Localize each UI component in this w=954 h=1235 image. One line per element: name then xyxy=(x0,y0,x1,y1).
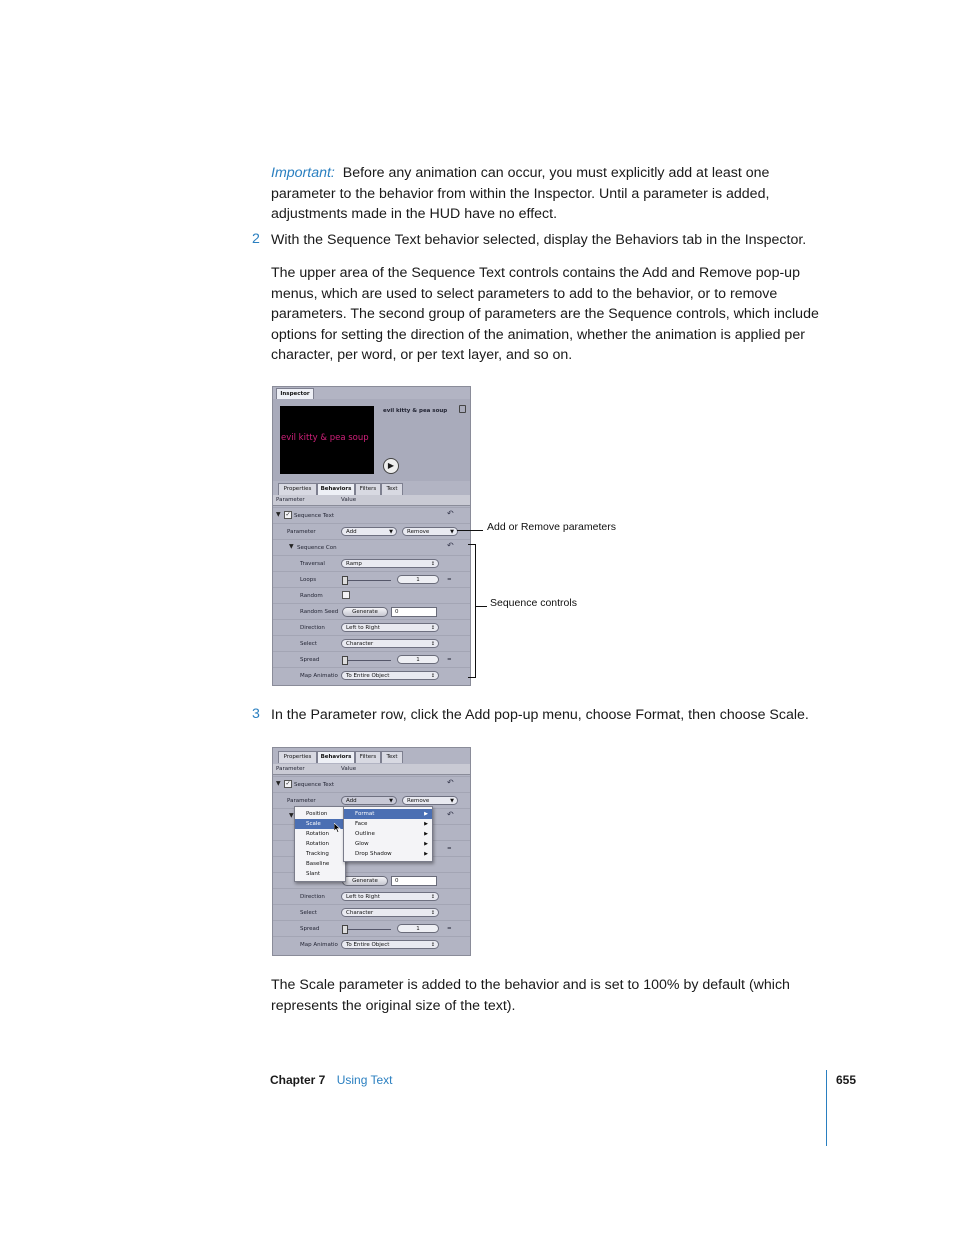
direction-label: Direction xyxy=(300,894,325,900)
submenu-arrow-icon: ▶ xyxy=(424,851,428,857)
footer-rule xyxy=(826,1070,827,1146)
spread-value: 1 xyxy=(416,657,420,663)
bracket-tick xyxy=(475,606,487,607)
column-parameter: Parameter xyxy=(276,497,305,503)
preview-text: evil kitty & pea soup xyxy=(281,433,369,443)
callout-sequence-controls: Sequence controls xyxy=(490,597,577,609)
chevron-down-icon: ▼ xyxy=(389,529,393,535)
spread-label: Spread xyxy=(300,926,320,932)
important-paragraph xyxy=(271,163,831,225)
remove-label: Remove xyxy=(407,798,430,804)
select-value: Character xyxy=(346,910,374,916)
menu-item-scale[interactable]: Scale xyxy=(295,819,345,829)
loops-label: Loops xyxy=(300,577,317,583)
description-line: character, per word, or per text layer, and so on. xyxy=(271,347,573,363)
add-menu xyxy=(343,806,433,862)
add-popup[interactable] xyxy=(341,527,397,536)
row-select xyxy=(273,635,470,652)
select-popup[interactable] xyxy=(341,908,439,917)
important-line-1: Before any animation can occur, you must explicitly add at least one xyxy=(342,165,770,181)
updown-icon: ↕ xyxy=(430,641,435,647)
row-map-animation xyxy=(273,667,470,684)
direction-value: Left to Right xyxy=(346,625,380,631)
preview-area xyxy=(273,399,470,481)
random-label: Random xyxy=(300,593,323,599)
tab-inspector[interactable]: Inspector xyxy=(276,388,314,400)
tab-behaviors[interactable]: Behaviors xyxy=(317,483,355,495)
link-icon: = xyxy=(447,657,452,663)
menu-item-drop-shadow[interactable] xyxy=(344,849,432,859)
parameter-label: Parameter xyxy=(287,798,316,804)
preview-thumbnail xyxy=(280,406,374,474)
disclosure-triangle-icon[interactable]: ▼ xyxy=(276,511,281,518)
menu-item-format[interactable] xyxy=(344,809,432,819)
result-line: The Scale parameter is added to the behavior and is set to 100% by default (which xyxy=(271,977,790,993)
callout-line-add-remove xyxy=(457,530,483,531)
menu-item-position[interactable]: Position xyxy=(306,811,328,817)
format-label: Format xyxy=(355,811,375,817)
row-select xyxy=(273,904,470,921)
map-animation-value: To Entire Object xyxy=(346,673,390,679)
face-label: Face xyxy=(355,821,368,827)
direction-label: Direction xyxy=(300,625,325,631)
map-animation-popup[interactable] xyxy=(341,671,439,680)
select-label: Select xyxy=(300,910,317,916)
tab-text[interactable]: Text xyxy=(381,751,403,763)
play-icon: ▶ xyxy=(387,461,395,470)
row-direction xyxy=(273,888,470,905)
traversal-value: Ramp xyxy=(346,561,362,567)
row-random-seed xyxy=(273,603,470,620)
link-icon: = xyxy=(447,926,452,932)
result-paragraph xyxy=(271,975,841,1016)
row-spread xyxy=(273,651,470,668)
disclosure-triangle-icon[interactable]: ▼ xyxy=(289,812,294,819)
select-popup[interactable] xyxy=(341,639,439,648)
important-line-3: adjustments made in the HUD have no effect. xyxy=(271,206,558,222)
step-2-number: 2 xyxy=(252,231,260,247)
traversal-label: Traversal xyxy=(300,561,325,567)
seed-field[interactable]: 0 xyxy=(391,607,437,617)
tab-properties[interactable]: Properties xyxy=(278,751,317,763)
spread-label: Spread xyxy=(300,657,320,663)
column-header xyxy=(273,764,470,775)
reset-icon[interactable]: ↶ xyxy=(447,541,454,550)
column-value: Value xyxy=(341,497,357,503)
step-3-text: In the Parameter row, click the Add pop-up menu, choose Format, then choose Scale. xyxy=(271,707,809,723)
parameter-label: Parameter xyxy=(287,529,316,535)
submenu-arrow-icon: ▶ xyxy=(424,841,428,847)
spread-slider[interactable] xyxy=(343,660,391,661)
remove-popup[interactable] xyxy=(402,527,458,536)
description-line: The upper area of the Sequence Text controls contains the Add and Remove pop-up xyxy=(271,265,800,281)
reset-icon[interactable]: ↶ xyxy=(447,778,454,787)
inspector-screenshot-1 xyxy=(272,386,471,686)
description-line: menus, which are used to select parameters to add to the behavior, or to remove xyxy=(271,285,778,302)
direction-popup[interactable] xyxy=(341,892,439,901)
select-value: Character xyxy=(346,641,374,647)
traversal-popup[interactable] xyxy=(341,559,439,568)
column-value: Value xyxy=(341,766,357,772)
preview-title: evil kitty & pea soup xyxy=(383,408,448,414)
parameter-submenu xyxy=(294,806,346,882)
loops-value: 1 xyxy=(416,577,420,583)
submenu-arrow-icon: ▶ xyxy=(424,821,428,827)
loops-stepper[interactable] xyxy=(397,575,439,584)
tab-text[interactable]: Text xyxy=(381,483,403,495)
spread-value: 1 xyxy=(416,926,420,932)
loops-slider[interactable] xyxy=(343,580,391,581)
description-line: options for setting the direction of the animation, whether the animation is applied per xyxy=(271,326,805,343)
random-seed-label: Random Seed xyxy=(300,609,339,615)
play-button[interactable] xyxy=(383,458,399,474)
select-label: Select xyxy=(300,641,317,647)
chapter-title[interactable]: Using Text xyxy=(336,1073,393,1087)
link-icon: = xyxy=(447,846,452,852)
map-animation-label: Map Animatio xyxy=(300,942,338,948)
outline-label: Outline xyxy=(355,831,375,837)
chevron-down-icon: ▼ xyxy=(389,798,393,804)
menu-item-rotation-2[interactable]: Rotation xyxy=(306,841,330,847)
updown-icon: ↕ xyxy=(430,942,435,948)
mouse-pointer-icon xyxy=(334,823,341,833)
lock-icon[interactable] xyxy=(459,405,466,413)
sequence-control-label: Sequence Con xyxy=(297,545,337,551)
row-parameter xyxy=(273,523,470,540)
tab-filters[interactable]: Filters xyxy=(355,751,381,763)
chapter-number: Chapter 7 xyxy=(270,1073,326,1087)
generate-button[interactable]: Generate xyxy=(342,876,388,886)
tab-filters[interactable]: Filters xyxy=(355,483,381,495)
column-parameter: Parameter xyxy=(276,766,305,772)
chevron-down-icon: ▼ xyxy=(450,529,454,535)
column-header xyxy=(273,495,470,506)
sequence-text-label: Sequence Text xyxy=(294,513,335,519)
menu-item-face[interactable] xyxy=(344,819,432,829)
spread-stepper[interactable] xyxy=(397,924,439,933)
updown-icon: ↕ xyxy=(430,673,435,679)
slider-thumb[interactable] xyxy=(342,576,348,585)
add-label: Add xyxy=(346,798,357,804)
important-line-2: parameter to the behavior from within the Inspector. Until a parameter is added, xyxy=(271,185,770,202)
enable-checkbox[interactable]: ✓ xyxy=(285,780,291,787)
map-animation-value: To Entire Object xyxy=(346,942,390,948)
seed-field[interactable]: 0 xyxy=(391,876,437,886)
add-popup[interactable] xyxy=(341,796,397,805)
generate-button[interactable]: Generate xyxy=(342,607,388,617)
step-3-number: 3 xyxy=(252,706,260,722)
tab-behaviors[interactable]: Behaviors xyxy=(317,751,355,763)
add-label: Add xyxy=(346,529,357,535)
slider-thumb[interactable] xyxy=(342,656,348,665)
link-icon: = xyxy=(447,577,452,583)
footer-chapter xyxy=(270,1073,393,1087)
submenu-arrow-icon: ▶ xyxy=(424,831,428,837)
menu-item-outline[interactable] xyxy=(344,829,432,839)
updown-icon: ↕ xyxy=(430,625,435,631)
spread-stepper[interactable] xyxy=(397,655,439,664)
map-animation-popup[interactable] xyxy=(341,940,439,949)
disclosure-triangle-icon[interactable]: ▼ xyxy=(276,780,281,787)
updown-icon: ↕ xyxy=(430,894,435,900)
spread-slider[interactable] xyxy=(343,929,391,930)
submenu-arrow-icon: ▶ xyxy=(424,811,428,817)
row-sequence-control xyxy=(273,539,470,556)
random-checkbox[interactable] xyxy=(342,591,350,599)
row-spread xyxy=(273,920,470,937)
description-line: parameters. The second group of parameters are the Sequence controls, which include xyxy=(271,306,819,322)
reset-icon[interactable]: ↶ xyxy=(447,810,454,819)
slider-thumb[interactable] xyxy=(342,925,348,934)
row-map-animation xyxy=(273,936,470,953)
direction-value: Left to Right xyxy=(346,894,380,900)
disclosure-triangle-icon[interactable]: ▼ xyxy=(289,543,294,550)
menu-item-glow[interactable] xyxy=(344,839,432,849)
step-2-text: With the Sequence Text behavior selected, display the Behaviors tab in the Inspector. xyxy=(271,232,807,248)
description-paragraph xyxy=(271,263,841,366)
page-number: 655 xyxy=(836,1073,857,1087)
remove-popup[interactable] xyxy=(402,796,458,805)
result-line: represents the original size of the text). xyxy=(271,997,516,1014)
tab-properties[interactable]: Properties xyxy=(278,483,317,495)
row-traversal xyxy=(273,555,470,572)
row-loops xyxy=(273,571,470,588)
glow-label: Glow xyxy=(355,841,369,847)
updown-icon: ↕ xyxy=(430,561,435,567)
map-animation-label: Map Animatio xyxy=(300,673,338,679)
callout-add-remove: Add or Remove parameters xyxy=(487,521,616,533)
menu-item-baseline[interactable]: Baseline xyxy=(306,861,330,867)
updown-icon: ↕ xyxy=(430,910,435,916)
remove-label: Remove xyxy=(407,529,430,535)
menu-item-tracking[interactable]: Tracking xyxy=(306,851,329,857)
direction-popup[interactable] xyxy=(341,623,439,632)
row-sequence-text xyxy=(273,507,470,524)
reset-icon[interactable]: ↶ xyxy=(447,509,454,518)
row-random xyxy=(273,587,470,604)
row-sequence-text xyxy=(273,776,470,793)
drop-shadow-label: Drop Shadow xyxy=(355,851,392,857)
bracket-bottom xyxy=(468,677,476,678)
menu-item-rotation[interactable]: Rotation xyxy=(306,831,330,837)
row-direction xyxy=(273,619,470,636)
menu-item-slant[interactable]: Slant xyxy=(306,871,321,877)
important-label: Important: xyxy=(271,165,335,181)
bracket-vertical xyxy=(475,544,476,678)
enable-checkbox[interactable]: ✓ xyxy=(285,511,291,518)
inspector-screenshot-2 xyxy=(272,747,471,956)
chevron-down-icon: ▼ xyxy=(450,798,454,804)
sequence-text-label: Sequence Text xyxy=(294,782,335,788)
